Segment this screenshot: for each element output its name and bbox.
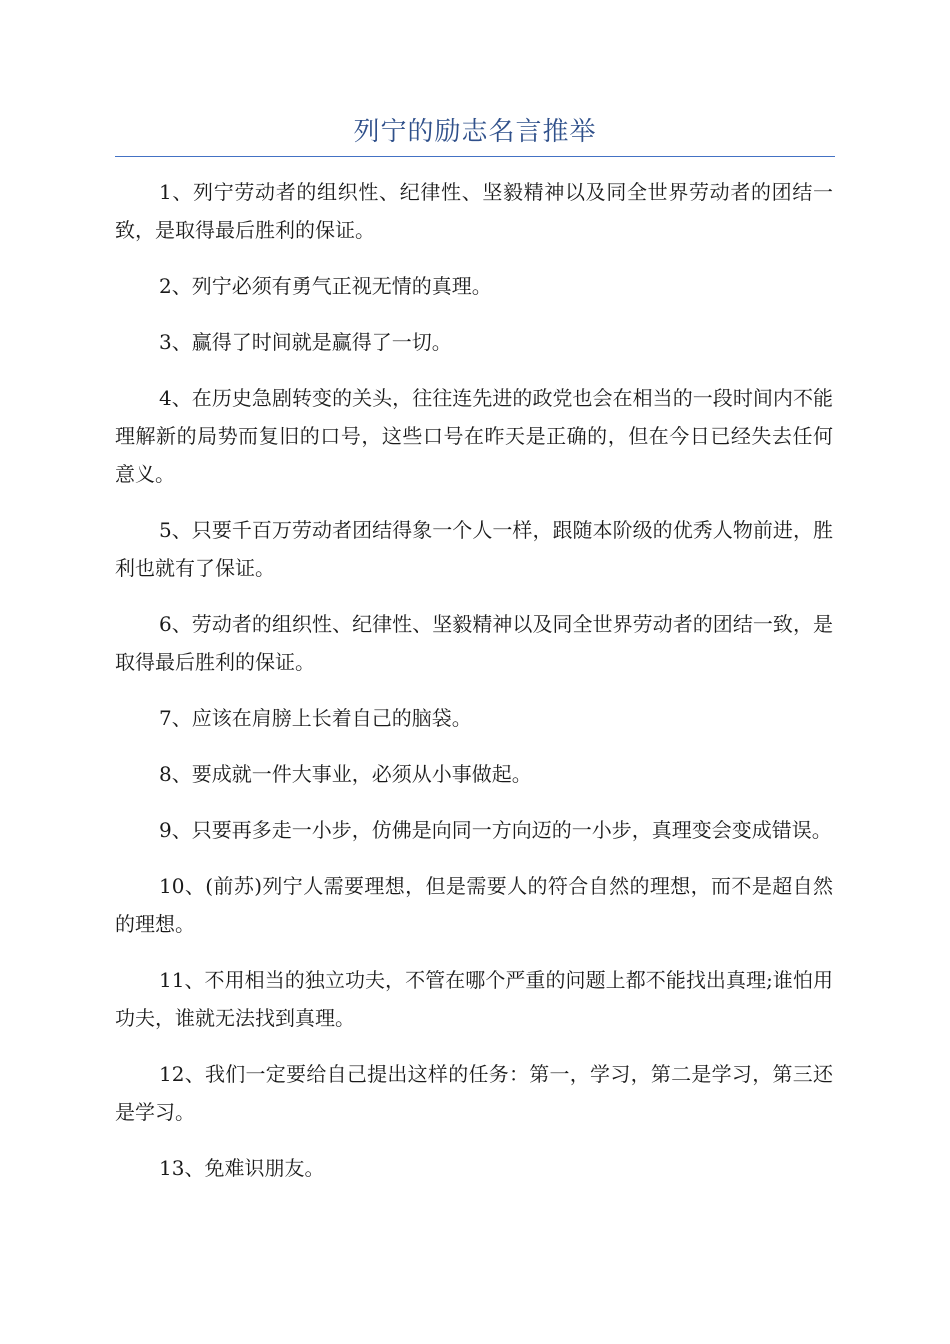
paragraph-3: 3、赢得了时间就是赢得了一切。 (159, 330, 452, 354)
title-block (115, 112, 835, 157)
paragraph-10: 10、(前苏)列宁人需要理想，但是需要人的符合自然的理想，而不是超自然的理想。 (115, 874, 833, 936)
paragraph-5: 5、只要千百万劳动者团结得象一个人一样，跟随本阶级的优秀人物前进，胜利也就有了保证。 (115, 518, 833, 580)
paragraph-2: 2、列宁必须有勇气正视无情的真理。 (159, 274, 492, 298)
paragraph-6: 6、劳动者的组织性、纪律性、坚毅精神以及同全世界劳动者的团结一致，是取得最后胜利的保证。 (115, 612, 833, 674)
paragraph-9: 9、只要再多走一小步，仿佛是向同一方向迈的一小步，真理变会变成错误。 (159, 818, 832, 842)
page-title: 列宁的励志名言推举 (353, 117, 597, 147)
paragraph-13: 13、免难识朋友。 (159, 1156, 325, 1180)
paragraph-1: 1、列宁劳动者的组织性、纪律性、坚毅精神以及同全世界劳动者的团结一致，是取得最后胜利的保证。 (115, 180, 833, 242)
paragraph-7: 7、应该在肩膀上长着自己的脑袋。 (159, 706, 472, 730)
paragraph-4: 4、在历史急剧转变的关头，往往连先进的政党也会在相当的一段时间内不能理解新的局势而复旧的口号，这些口号在昨天是正确的，但在今日已经失去任何意义。 (115, 386, 833, 486)
paragraph-8: 8、要成就一件大事业，必须从小事做起。 (159, 762, 532, 786)
paragraph-11: 11、不用相当的独立功夫，不管在哪个严重的问题上都不能找出真理;谁怕用功夫，谁就无法找到真理。 (115, 968, 833, 1030)
document-body (115, 173, 833, 1205)
paragraph-12: 12、我们一定要给自己提出这样的任务：第一，学习，第二是学习，第三还是学习。 (115, 1062, 833, 1124)
